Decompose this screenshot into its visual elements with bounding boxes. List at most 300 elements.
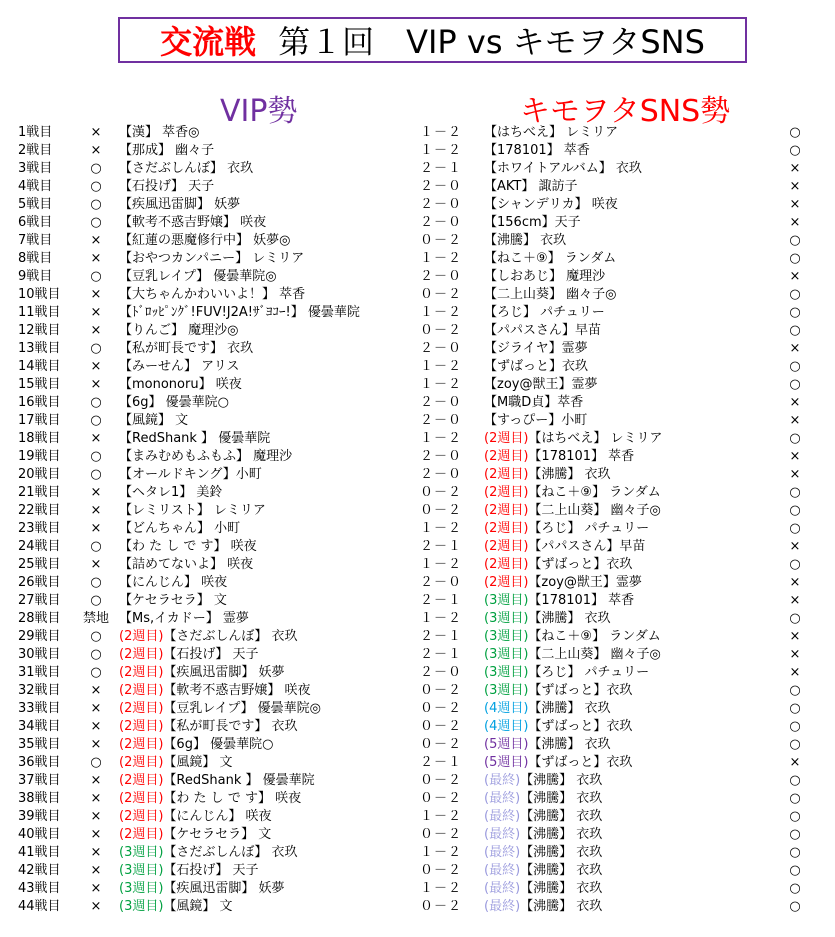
sns-player-name: 【パパスさん】早苗 <box>528 539 646 554</box>
sns-result-mark: ○ <box>789 899 801 914</box>
vip-result-mark: × <box>90 701 102 716</box>
vip-player-name: 【みーせん】 アリス <box>119 359 240 374</box>
sns-player <box>484 412 587 430</box>
sns-round-tag: (4週目) <box>484 701 529 716</box>
match-score: ０－２ <box>420 899 463 914</box>
match-row <box>0 484 835 502</box>
vip-result-mark: × <box>90 737 102 752</box>
vip-player-name: 【まみむめもふもふ】 魔理沙 <box>119 449 293 464</box>
vip-result-mark: ○ <box>90 161 102 176</box>
sns-result-mark: × <box>789 161 801 176</box>
match-row <box>0 862 835 880</box>
vip-player <box>119 898 233 916</box>
match-score: ２－０ <box>420 341 463 356</box>
title-matchup: 第１回 VIP vs キモヲタSNS <box>278 23 705 61</box>
vip-player-name: 【豆乳レイプ】 優曇華院◎ <box>119 269 277 284</box>
match-number: 28戦目 <box>18 611 61 626</box>
match-number: 23戦目 <box>18 521 61 536</box>
sns-player-name: 【沸騰】 衣玖 <box>528 611 611 626</box>
vip-player <box>119 394 229 412</box>
match-number: 29戦目 <box>18 629 61 644</box>
vip-player-name: 【石投げ】 天子 <box>163 863 259 878</box>
match-number: 6戦目 <box>18 215 53 230</box>
sns-player-name: 【ろじ】 パチュリー <box>528 665 650 680</box>
sns-player <box>484 196 618 214</box>
sns-player-name: 【すっぴー】小町 <box>484 413 588 428</box>
match-number: 17戦目 <box>18 413 61 428</box>
vip-player-name: 【那成】 幽々子 <box>119 143 215 158</box>
sns-player-name: 【シャンデリカ】 咲夜 <box>484 197 618 212</box>
vip-player <box>119 466 262 484</box>
vip-player <box>119 574 227 592</box>
match-row <box>0 268 835 286</box>
sns-round-tag: (2週目) <box>484 503 529 518</box>
sns-player <box>484 160 642 178</box>
vip-player <box>119 754 233 772</box>
sns-player <box>484 808 602 826</box>
sns-round-tag: (2週目) <box>484 467 529 482</box>
vip-player-name: 【豆乳レイプ】 優曇華院◎ <box>163 701 321 716</box>
sns-result-mark: ○ <box>789 845 801 860</box>
vip-player-name: 【風鏡】 文 <box>119 413 189 428</box>
match-score: ０－２ <box>420 719 463 734</box>
match-row <box>0 808 835 826</box>
vip-player <box>119 142 214 160</box>
vip-player-name: 【石投げ】 天子 <box>163 647 259 662</box>
vip-player-name: 【6g】 優曇華院○ <box>119 395 229 410</box>
match-score: １－２ <box>420 431 463 446</box>
match-row <box>0 844 835 862</box>
match-score: ２－０ <box>420 215 463 230</box>
vip-player <box>119 358 239 376</box>
sns-player-name: 【沸騰】 衣玖 <box>484 233 567 248</box>
vip-player-name: 【ケセラセラ】 文 <box>119 593 227 608</box>
sns-player-name: 【ホワイトアルバム】 衣玖 <box>484 161 642 176</box>
match-number: 31戦目 <box>18 665 61 680</box>
vip-player <box>119 592 227 610</box>
vip-player-name: 【わ た し で す】 咲夜 <box>163 791 302 806</box>
match-score: ２－０ <box>420 467 463 482</box>
sns-player-name: 【ジライヤ】霊夢 <box>484 341 588 356</box>
match-row <box>0 286 835 304</box>
sns-player <box>484 646 661 664</box>
vip-player <box>119 556 253 574</box>
sns-player-name: 【沸騰】 衣玖 <box>520 827 603 842</box>
vip-result-mark: × <box>90 773 102 788</box>
match-row <box>0 574 835 592</box>
vip-result-mark: × <box>90 683 102 698</box>
match-row <box>0 358 835 376</box>
sns-player <box>484 574 642 592</box>
vip-result-mark: × <box>90 521 102 536</box>
sns-result-mark: × <box>789 647 801 662</box>
match-score: １－２ <box>420 305 463 320</box>
sns-player-name: 【ねこ＋⑨】 ランダム <box>528 485 661 500</box>
vip-result-mark: ○ <box>90 539 102 554</box>
match-number: 25戦目 <box>18 557 61 572</box>
vip-player-name: 【Ms,イカドー】 霊夢 <box>119 611 249 626</box>
vip-round-tag: (2週目) <box>119 827 164 842</box>
sns-player-name: 【沸騰】 衣玖 <box>528 701 611 716</box>
match-score: ２－１ <box>420 161 463 176</box>
sns-player <box>484 394 583 412</box>
match-row <box>0 628 835 646</box>
match-score: ２－０ <box>420 665 463 680</box>
sns-result-mark: × <box>789 593 801 608</box>
sns-result-mark: ○ <box>789 791 801 806</box>
vip-player-name: 【風鏡】 文 <box>163 755 233 770</box>
match-number: 5戦目 <box>18 197 53 212</box>
vip-player <box>119 538 257 556</box>
sns-player-name: 【ねこ＋⑨】 ランダム <box>528 629 661 644</box>
sns-player <box>484 484 661 502</box>
sns-player <box>484 844 602 862</box>
sns-player-name: 【沸騰】 衣玖 <box>528 737 611 752</box>
sns-result-mark: × <box>789 665 801 680</box>
sns-player <box>484 862 602 880</box>
sns-result-mark: ○ <box>789 863 801 878</box>
vip-player <box>119 790 301 808</box>
sns-result-mark: ○ <box>789 683 801 698</box>
match-number: 20戦目 <box>18 467 61 482</box>
match-number: 38戦目 <box>18 791 61 806</box>
match-number: 9戦目 <box>18 269 53 284</box>
vip-player-name: 【さだぶしんぼ】 衣玖 <box>119 161 254 176</box>
sns-player-name: 【沸騰】 衣玖 <box>520 845 603 860</box>
match-number: 36戦目 <box>18 755 61 770</box>
match-row <box>0 376 835 394</box>
match-score: １－２ <box>420 251 463 266</box>
vip-result-mark: × <box>90 287 102 302</box>
sns-player <box>484 376 597 394</box>
sns-player <box>484 178 577 196</box>
vip-player-name: 【ﾄﾞﾛｯﾋﾟﾝｸﾞ!FUV!J2A!ｻﾞﾖｺｰ!】 優曇華院 <box>119 305 360 320</box>
match-score: １－２ <box>420 845 463 860</box>
vip-result-mark: × <box>90 485 102 500</box>
sns-player-name: 【沸騰】 衣玖 <box>520 809 603 824</box>
sns-round-tag: (最終) <box>484 773 521 788</box>
sns-player-name: 【はちべえ】 レミリア <box>528 431 663 446</box>
sns-player <box>484 790 602 808</box>
sns-result-mark: ○ <box>789 611 801 626</box>
sns-round-tag: (2週目) <box>484 449 529 464</box>
sns-player <box>484 880 602 898</box>
vip-round-tag: (2週目) <box>119 629 164 644</box>
match-score: ０－２ <box>420 503 463 518</box>
vip-player-name: 【詰めてないよ】 咲夜 <box>119 557 254 572</box>
vip-player <box>119 610 249 628</box>
sns-player <box>484 898 602 916</box>
vip-player <box>119 232 290 250</box>
vip-result-mark: ○ <box>90 179 102 194</box>
sns-player <box>484 736 611 754</box>
sns-round-tag: (3週目) <box>484 611 529 626</box>
vip-player-name: 【大ちゃんかわいいよ！】 萃香 <box>119 287 306 302</box>
match-row <box>0 592 835 610</box>
match-row <box>0 124 835 142</box>
vip-player <box>119 484 222 502</box>
match-score: １－２ <box>420 557 463 572</box>
sns-result-mark: ○ <box>789 377 801 392</box>
sns-result-mark: × <box>789 341 801 356</box>
sns-player <box>484 502 661 520</box>
sns-round-tag: (2週目) <box>484 485 529 500</box>
vip-round-tag: (2週目) <box>119 755 164 770</box>
sns-result-mark: × <box>789 179 801 194</box>
vip-player <box>119 196 240 214</box>
sns-result-mark: ○ <box>789 251 801 266</box>
sns-player-name: 【AKT】 諏訪子 <box>484 179 578 194</box>
sns-result-mark: ○ <box>789 485 801 500</box>
vip-round-tag: (2週目) <box>119 791 164 806</box>
vip-result-mark: × <box>90 305 102 320</box>
sns-player <box>484 682 632 700</box>
vip-round-tag: (2週目) <box>119 701 164 716</box>
sns-result-mark: ○ <box>789 827 801 842</box>
match-number: 2戦目 <box>18 143 53 158</box>
match-score: ２－０ <box>420 413 463 428</box>
vip-player-name: 【わ た し で す】 咲夜 <box>119 539 257 554</box>
vip-result-mark: × <box>90 431 102 446</box>
vip-player-name: 【にんじん】 咲夜 <box>119 575 228 590</box>
sns-player <box>484 772 602 790</box>
sns-result-mark: ○ <box>789 809 801 824</box>
match-number: 10戦目 <box>18 287 61 302</box>
sns-player <box>484 430 663 448</box>
match-number: 8戦目 <box>18 251 53 266</box>
match-number: 16戦目 <box>18 395 61 410</box>
vip-player <box>119 718 298 736</box>
vip-player <box>119 160 253 178</box>
sns-result-mark: × <box>789 467 801 482</box>
match-score: ２－１ <box>420 629 463 644</box>
vip-player-name: 【レミリスト】 レミリア <box>119 503 266 518</box>
match-score: ０－２ <box>420 827 463 842</box>
vip-player-name: 【疾風迅雷脚】 妖夢 <box>163 881 285 896</box>
vip-round-tag: (2週目) <box>119 665 164 680</box>
vip-round-tag: (2週目) <box>119 647 164 662</box>
sns-round-tag: (2週目) <box>484 539 529 554</box>
sns-result-mark: ○ <box>789 287 801 302</box>
sns-player <box>484 538 645 556</box>
match-row <box>0 646 835 664</box>
vip-result-mark: ○ <box>90 575 102 590</box>
match-row <box>0 700 835 718</box>
sns-player <box>484 520 649 538</box>
match-number: 21戦目 <box>18 485 61 500</box>
match-row <box>0 520 835 538</box>
sns-result-mark: ○ <box>789 305 801 320</box>
match-row <box>0 682 835 700</box>
match-row <box>0 790 835 808</box>
match-row <box>0 196 835 214</box>
match-score: ０－２ <box>420 773 463 788</box>
match-number: 37戦目 <box>18 773 61 788</box>
sns-round-tag: (2週目) <box>484 575 529 590</box>
match-score: ０－２ <box>420 737 463 752</box>
sns-player <box>484 322 601 340</box>
vip-result-mark: × <box>90 143 102 158</box>
sns-player-name: 【ろじ】 パチュリー <box>528 521 650 536</box>
vip-result-mark: × <box>90 845 102 860</box>
team-vip-heading: VIP勢 <box>220 94 298 129</box>
vip-player <box>119 682 311 700</box>
match-score: ０－２ <box>420 287 463 302</box>
vip-player-name: 【軟考不惑吉野嬢】 咲夜 <box>119 215 267 230</box>
match-number: 40戦目 <box>18 827 61 842</box>
match-number: 15戦目 <box>18 377 61 392</box>
match-score: １－２ <box>420 809 463 824</box>
title-event-label: 交流戦 <box>160 23 257 61</box>
sns-round-tag: (3週目) <box>484 665 529 680</box>
sns-player <box>484 232 566 250</box>
sns-player <box>484 610 611 628</box>
match-number: 14戦目 <box>18 359 61 374</box>
match-score: ０－２ <box>420 683 463 698</box>
match-score: １－２ <box>420 611 463 626</box>
vip-player-name: 【にんじん】 咲夜 <box>163 809 272 824</box>
match-number: 11戦目 <box>18 305 61 320</box>
match-score: ２－１ <box>420 593 463 608</box>
vip-result-mark: ○ <box>90 755 102 770</box>
vip-round-tag: (2週目) <box>119 719 164 734</box>
match-score: ０－２ <box>420 791 463 806</box>
match-score: ２－０ <box>420 449 463 464</box>
vip-result-mark: × <box>90 827 102 842</box>
vip-player <box>119 376 242 394</box>
sns-round-tag: (2週目) <box>484 521 529 536</box>
sns-player <box>484 592 634 610</box>
sns-round-tag: (2週目) <box>484 557 529 572</box>
vip-player-name: 【6g】 優曇華院○ <box>163 737 274 752</box>
sns-result-mark: × <box>789 449 801 464</box>
match-row <box>0 880 835 898</box>
vip-round-tag: (2週目) <box>119 773 164 788</box>
sns-player-name: 【M職D貞】萃香 <box>484 395 584 410</box>
vip-result-mark: ○ <box>90 413 102 428</box>
sns-player-name: 【沸騰】 衣玖 <box>520 773 603 788</box>
vip-result-mark: ○ <box>90 665 102 680</box>
sns-player-name: 【ろじ】 パチュリー <box>484 305 605 320</box>
sns-player <box>484 214 581 232</box>
match-score: １－２ <box>420 359 463 374</box>
sns-player-name: 【ねこ＋⑨】 ランダム <box>484 251 617 266</box>
sns-player-name: 【ずばっと】衣玖 <box>528 557 633 572</box>
vip-player <box>119 880 285 898</box>
sns-player <box>484 286 616 304</box>
vip-player <box>119 664 285 682</box>
vip-result-mark: ○ <box>90 629 102 644</box>
vip-player-name: 【疾風迅雷脚】 妖夢 <box>163 665 285 680</box>
vip-result-mark: × <box>90 809 102 824</box>
match-score: １－２ <box>420 521 463 536</box>
match-score: １－２ <box>420 881 463 896</box>
vip-player-name: 【どんちゃん】 小町 <box>119 521 241 536</box>
vip-player <box>119 286 305 304</box>
match-score: ０－２ <box>420 233 463 248</box>
sns-round-tag: (3週目) <box>484 683 529 698</box>
sns-player <box>484 754 632 772</box>
sns-result-mark: × <box>789 539 801 554</box>
sns-round-tag: (5週目) <box>484 737 529 752</box>
vip-result-mark: ○ <box>90 647 102 662</box>
match-score: ０－２ <box>420 323 463 338</box>
match-number: 22戦目 <box>18 503 61 518</box>
vip-player <box>119 214 266 232</box>
vip-player-name: 【石投げ】 天子 <box>119 179 215 194</box>
vip-round-tag: (3週目) <box>119 863 164 878</box>
vip-result-mark: × <box>90 791 102 806</box>
vip-player-name: 【RedShank 】 優曇華院 <box>163 773 315 788</box>
sns-player-name: 【156cm】天子 <box>484 215 581 230</box>
vip-player <box>119 628 298 646</box>
match-row <box>0 466 835 484</box>
sns-result-mark: ○ <box>789 503 801 518</box>
match-number: 7戦目 <box>18 233 53 248</box>
vip-player-name: 【風鏡】 文 <box>163 899 233 914</box>
vip-player <box>119 304 360 322</box>
sns-player <box>484 556 632 574</box>
vip-player-name: 【オールドキング】小町 <box>119 467 262 482</box>
match-number: 43戦目 <box>18 881 61 896</box>
sns-player-name: 【ずばっと】衣玖 <box>484 359 589 374</box>
team-sns-heading: キモヲタSNS勢 <box>520 94 731 129</box>
match-score: ２－０ <box>420 197 463 212</box>
sns-result-mark: ○ <box>789 143 801 158</box>
sns-player-name: 【沸騰】 衣玖 <box>520 881 603 896</box>
vip-player-name: 【さだぶしんぼ】 衣玖 <box>163 629 298 644</box>
sns-player-name: 【沸騰】 衣玖 <box>528 467 611 482</box>
match-row <box>0 826 835 844</box>
sns-player <box>484 250 616 268</box>
vip-result-mark: × <box>90 323 102 338</box>
match-row <box>0 142 835 160</box>
vip-result-mark: 禁地 <box>83 611 110 626</box>
match-number: 19戦目 <box>18 449 61 464</box>
vip-round-tag: (3週目) <box>119 899 164 914</box>
match-number: 30戦目 <box>18 647 61 662</box>
sns-result-mark: ○ <box>789 881 801 896</box>
sns-player-name: 【二上山葵】 幽々子◎ <box>484 287 617 302</box>
sns-result-mark: ○ <box>789 737 801 752</box>
vip-result-mark: ○ <box>90 341 102 356</box>
sns-round-tag: (4週目) <box>484 719 529 734</box>
sns-result-mark: ○ <box>789 359 801 374</box>
vip-result-mark: ○ <box>90 269 102 284</box>
vip-round-tag: (2週目) <box>119 737 164 752</box>
match-row <box>0 394 835 412</box>
sns-player <box>484 304 605 322</box>
sns-player-name: 【zoy@獣王】霊夢 <box>528 575 642 590</box>
match-number: 32戦目 <box>18 683 61 698</box>
match-score: １－２ <box>420 143 463 158</box>
vip-player-name: 【私が町長です】 衣玖 <box>119 341 254 356</box>
match-row <box>0 556 835 574</box>
vip-result-mark: × <box>90 719 102 734</box>
match-number: 13戦目 <box>18 341 61 356</box>
sns-round-tag: (最終) <box>484 809 521 824</box>
sns-result-mark: × <box>789 413 801 428</box>
vip-player <box>119 826 271 844</box>
sns-player <box>484 466 611 484</box>
match-row <box>0 502 835 520</box>
sns-result-mark: ○ <box>789 323 801 338</box>
vip-player-name: 【軟考不惑吉野嬢】 咲夜 <box>163 683 311 698</box>
match-number: 18戦目 <box>18 431 61 446</box>
vip-player <box>119 340 253 358</box>
sns-player <box>484 448 634 466</box>
vip-result-mark: × <box>90 125 102 140</box>
